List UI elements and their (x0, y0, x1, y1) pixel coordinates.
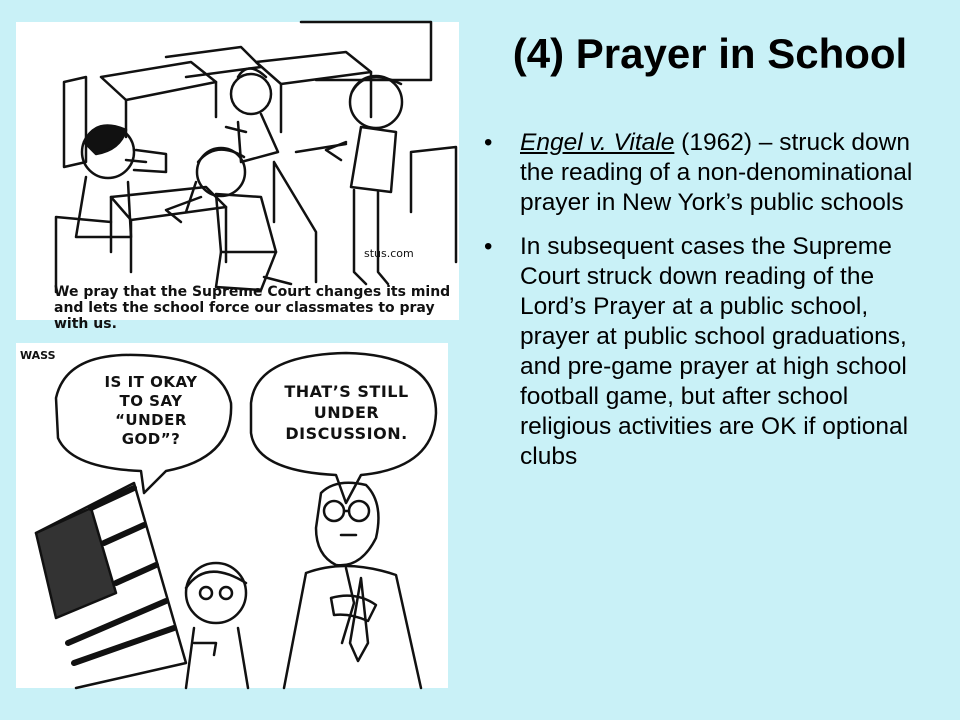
cartoon-credit: stus.com (364, 247, 414, 260)
bullet-icon: • (484, 129, 493, 156)
cartoon-artist-signature: WASS (20, 349, 56, 362)
classroom-prayer-cartoon (16, 22, 459, 332)
bullet-icon: • (484, 233, 493, 260)
under-god-cartoon (16, 343, 448, 688)
case-name: Engel v. Vitale (520, 129, 675, 156)
bullet-list (482, 128, 942, 486)
classroom-drawing (16, 22, 459, 320)
bullet-item (482, 232, 942, 472)
bullet-text: (1962) – struck down the reading of a non-denominational prayer in New York’s public schools (520, 129, 913, 216)
bullet-text: In subsequent cases the Supreme Court struck down reading of the Lord’s Prayer at a public school, prayer at public school graduations, and pre-game prayer at high school football game, but after school religious activities are OK if optional clubs (520, 233, 909, 470)
left-speech-bubble-text: IS IT OKAY TO SAY “UNDER GOD”? (104, 373, 198, 448)
cartoon-caption: We pray that the Supreme Court changes its mind and lets the school force our classmates to pray with us. (54, 284, 451, 332)
slide-title: (4) Prayer in School (512, 30, 908, 77)
right-speech-bubble-text: THAT’S STILL UNDER DISCUSSION. (284, 382, 409, 443)
bullet-item (482, 128, 942, 218)
